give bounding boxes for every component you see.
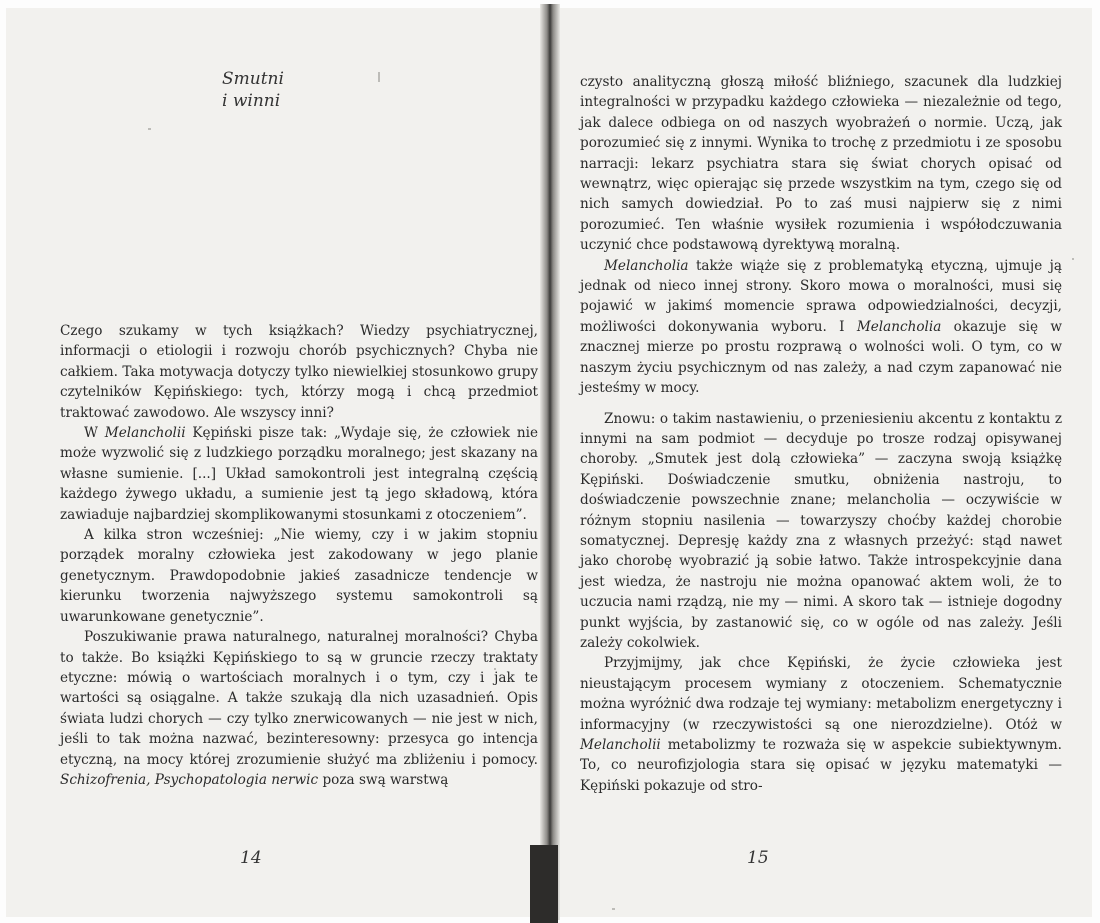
paragraph: czysto analityczną głoszą miłość bliźniego, szacunek dla ludzkiej integralności w przypadku każdego człowieka — niezależnie od tego, jak dalece odbiega on od naszych wyobrażeń o normie. Uczą, jak porozumieć się z innymi. Wynika to trochę z przedmiotu i ze sposobu narracji: lekarz psychiatra stara się świat chorych opisać od wewnątrz, więc opierając się przede wszystkim na tym, czego się od nich samych dowiedział. Po to zaś musi najpierw się z nimi porozumieć. Ten właśnie wysiłek rozumienia i współodczuwania uczynić chce podstawową dyrektywą moralną.: [580, 74, 1062, 254]
paragraph: A kilka stron wcześniej: „Nie wiemy, czy i w jakim stopniu porządek moralny człowieka jest zakodowany w jego planie genetycznym. Prawdopodobnie jakieś zasadnicze tendencje w kierunku tworzenia najwyższego systemu samokontroli są uwarunkowane genetycznie”.: [60, 527, 538, 625]
section-title-line-2: i winni: [222, 91, 281, 111]
paragraph: Czego szukamy w tych książkach? Wiedzy psychiatrycznej, informacji o etiologii i rozwoju chorób psychicznych? Chyba nie całkiem. Taka motywacja dotyczy tylko niewielkiej stosunkowo grupy czytelników Kępińskiego: tych, którzy mogą i chcą przedmiot traktować zawodowo. Ale wszyscy inni?: [60, 323, 538, 421]
page-number: 15: [747, 848, 769, 868]
book-gutter: [540, 4, 560, 920]
left-page-body: [60, 321, 538, 790]
section-title-line-1: Smutni: [222, 69, 284, 89]
page-number: 14: [240, 848, 262, 868]
right-page-body: [580, 72, 1062, 796]
paragraph: Poszukiwanie prawa naturalnego, naturalnej moralności? Chyba to także. Bo książki Kępińskiego to są w gruncie rzeczy traktaty etyczne: mówią o wartościach moralnych i o tym, czy i jak te wartości są osiągalne. A także szukają dla nich uzasadnień. Opis świata ludzi chorych — czy tylko znerwicowanych — nie jest w nich, jeśli to tak można nazwać, bezinteresowny: przesyca go intencja etyczną, na mocy której zrozumienie służyć ma zbliżeniu i pomocy. Schizofrenia, Psychopatologia nerwic poza swą warstwą: [60, 629, 538, 788]
section-title: [222, 68, 284, 112]
paragraph: Znowu: o takim nastawieniu, o przeniesieniu akcentu z kontaktu z innymi na sam podmiot — decyduje po trosze rodzaj opisywanej choroby. „Smutek jest dolą człowieka” — zaczyna swoją książkę Kępiński. Doświadczenie smutku, obniżenia nastroju, to doświadczenie powszechnie znane; melancholia — oczywiście w różnym stopniu nasilenia — towarzyszy choćby każdej chorobie somatycznej. Depresję każdy zna z własnych przeżyć: stąd nawet jako chorobę wyobrazić ją sobie łatwo. Także introspekcyjnie dana jest wiedza, że nastroju nie można opanować aktem woli, że to uczucia nami rządzą, nie my — nimi. A skoro tak — istnieje dogodny punkt wyjścia, by zastanowić się, co w ogóle od nas zależy. Jeśli zależy cokolwiek.: [580, 410, 1062, 651]
paragraph: Przyjmijmy, jak chce Kępiński, że życie człowieka jest nieustającym procesem wymiany z otoczeniem. Schematycznie można wyróżnić dwa rodzaje tej wymiany: metabolizm energetyczny i informacyjny (w rzeczywistości są one nierozdzielne). Otóż w Melancholii metabolizmy te rozważa się w aspekcie subiektywnym. To, co neurofizjologia stara się opisać w języku matematyki — Kępiński pokazuje od stro-: [580, 655, 1062, 794]
paragraph: Melancholia także wiąże się z problematyką etyczną, ujmuje ją jednak od nieco innej strony. Skoro mowa o moralności, musi się pojawić w jakimś momencie sprawa odpowiedzialności, decyzji, możliwości dokonywania wyboru. I Melancholia okazuje się w znacznej mierze po prostu rozprawą o wolności woli. O tym, co w naszym życiu psychicznym od nas zależy, a nad czym zapanować nie jesteśmy w mocy.: [580, 257, 1063, 397]
paragraph: W Melancholii Kępiński pisze tak: „Wydaje się, że człowiek nie może wyzwolić się z ludzkiego porządku moralnego; jest skazany na własne sumienie. [...] Układ samokontroli jest integralną częścią każdego żywego układu, a sumienie jest tą jego składową, która zawiaduje najbardziej skomplikowanymi stosunkami z otoczeniem”.: [60, 425, 538, 523]
page-shadow: [530, 845, 558, 923]
